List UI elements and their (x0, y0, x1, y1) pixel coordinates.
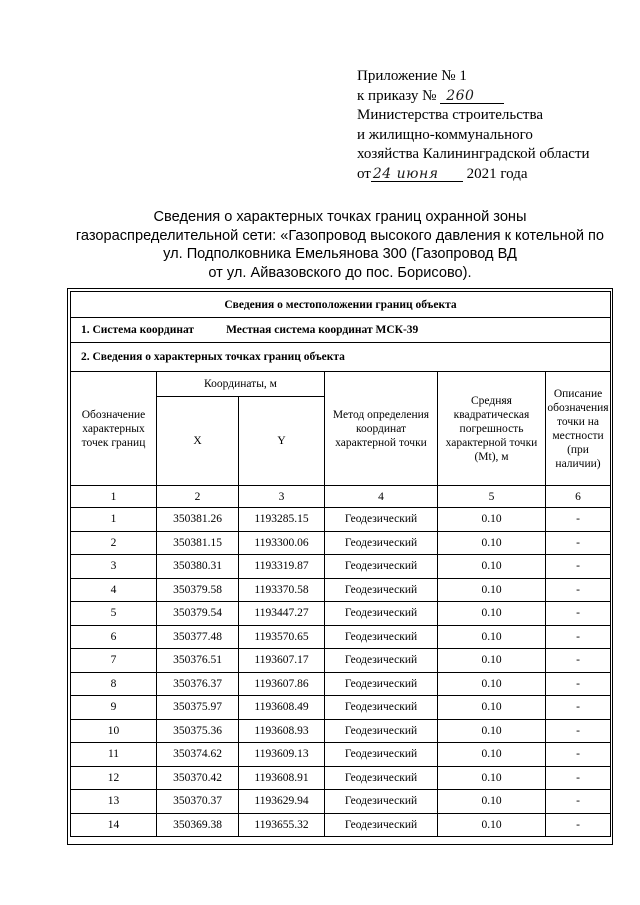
cell-y: 1193608.93 (239, 719, 325, 743)
order-number-handwritten: 260 (446, 87, 475, 104)
cell-desc: - (546, 649, 611, 673)
cell-x: 350376.51 (157, 649, 239, 673)
cell-error: 0.10 (438, 531, 546, 555)
cell-error: 0.10 (438, 743, 546, 767)
cell-method: Геодезический (325, 555, 438, 579)
cell-y: 1193319.87 (239, 555, 325, 579)
table-row (71, 696, 611, 720)
cell-y: 1193608.49 (239, 696, 325, 720)
cell-point: 8 (71, 672, 157, 696)
title-line-4: от ул. Айвазовского до пос. Борисово). (208, 264, 472, 281)
table-row (71, 508, 611, 532)
location-section-header: Сведения о местоположении границ объекта (71, 292, 611, 318)
col-header-y: Y (239, 397, 325, 486)
cell-point: 11 (71, 743, 157, 767)
points-section-header: 2. Сведения о характерных точках границ объекта (71, 343, 611, 372)
cell-x: 350376.37 (157, 672, 239, 696)
cell-desc: - (546, 531, 611, 555)
cell-method: Геодезический (325, 813, 438, 837)
cell-point: 1 (71, 508, 157, 532)
cell-error: 0.10 (438, 508, 546, 532)
date-underline (371, 167, 463, 182)
cell-x: 350380.31 (157, 555, 239, 579)
cell-x: 350369.38 (157, 813, 239, 837)
table-row (71, 672, 611, 696)
table-row (71, 813, 611, 837)
table-row (71, 743, 611, 767)
cell-x: 350370.37 (157, 790, 239, 814)
cell-error: 0.10 (438, 672, 546, 696)
cell-method: Геодезический (325, 578, 438, 602)
col-header-description: Описание обозначения точки на местности (при наличии) (546, 372, 611, 486)
cell-x: 350377.48 (157, 625, 239, 649)
title-line-3: ул. Подполковника Емельянова 300 (Газопровод ВД (163, 246, 517, 262)
cell-x: 350381.15 (157, 531, 239, 555)
cell-desc: - (546, 578, 611, 602)
title-line-1: Сведения о характерных точках границ охранной зоны (153, 209, 527, 225)
table-row (71, 555, 611, 579)
cell-y: 1193629.94 (239, 790, 325, 814)
cell-method: Геодезический (325, 672, 438, 696)
cell-point: 7 (71, 649, 157, 673)
cell-method: Геодезический (325, 649, 438, 673)
cell-x: 350379.58 (157, 578, 239, 602)
cell-desc: - (546, 719, 611, 743)
column-number-cell: 5 (438, 486, 546, 508)
cell-y: 1193609.13 (239, 743, 325, 767)
col-header-x: X (157, 397, 239, 486)
column-number-cell: 3 (239, 486, 325, 508)
cell-method: Геодезический (325, 696, 438, 720)
table-row (71, 625, 611, 649)
cell-error: 0.10 (438, 625, 546, 649)
cell-desc: - (546, 508, 611, 532)
order-number-underline (440, 89, 504, 104)
cell-desc: - (546, 766, 611, 790)
title-line-2: газораспределительной сети: «Газопровод высокого давления к котельной по (75, 227, 605, 244)
cell-method: Геодезический (325, 766, 438, 790)
cell-error: 0.10 (438, 790, 546, 814)
cell-y: 1193285.15 (239, 508, 325, 532)
cell-desc: - (546, 555, 611, 579)
column-number-row (71, 486, 611, 508)
document-title (70, 208, 610, 282)
cell-y: 1193300.06 (239, 531, 325, 555)
order-reference (357, 87, 590, 107)
cell-x: 350374.62 (157, 743, 239, 767)
date-handwritten: 24 июня (372, 165, 439, 182)
cell-error: 0.10 (438, 813, 546, 837)
order-prefix: к приказу № (357, 87, 437, 104)
col-header-point: Обозначение характерных точек границ (71, 372, 157, 486)
cell-error: 0.10 (438, 696, 546, 720)
coordinate-system-label: 1. Система координат (81, 324, 195, 336)
col-header-error: Средняя квадратическая погрешность характерной точки (Mt), м (438, 372, 546, 486)
cell-method: Геодезический (325, 508, 438, 532)
cell-y: 1193607.86 (239, 672, 325, 696)
cell-desc: - (546, 672, 611, 696)
cell-point: 12 (71, 766, 157, 790)
cell-error: 0.10 (438, 555, 546, 579)
cell-x: 350381.26 (157, 508, 239, 532)
column-number-cell: 6 (546, 486, 611, 508)
cell-method: Геодезический (325, 719, 438, 743)
table-row (71, 766, 611, 790)
cell-error: 0.10 (438, 578, 546, 602)
column-number-cell: 4 (325, 486, 438, 508)
cell-method: Геодезический (325, 602, 438, 626)
cell-method: Геодезический (325, 531, 438, 555)
cell-y: 1193447.27 (239, 602, 325, 626)
boundary-points-table (70, 291, 611, 837)
cell-desc: - (546, 790, 611, 814)
cell-x: 350370.42 (157, 766, 239, 790)
order-date (357, 165, 590, 185)
cell-point: 5 (71, 602, 157, 626)
cell-error: 0.10 (438, 766, 546, 790)
cell-method: Геодезический (325, 743, 438, 767)
cell-method: Геодезический (325, 790, 438, 814)
cell-point: 3 (71, 555, 157, 579)
table-row (71, 649, 611, 673)
cell-error: 0.10 (438, 649, 546, 673)
col-header-coordinates: Координаты, м (157, 372, 325, 397)
cell-point: 2 (71, 531, 157, 555)
cell-point: 14 (71, 813, 157, 837)
cell-y: 1193608.91 (239, 766, 325, 790)
cell-desc: - (546, 813, 611, 837)
table-row (71, 531, 611, 555)
cell-error: 0.10 (438, 602, 546, 626)
cell-point: 6 (71, 625, 157, 649)
cell-error: 0.10 (438, 719, 546, 743)
ministry-line-3: хозяйства Калининградской области (357, 146, 590, 162)
col-header-method: Метод определения координат характерной точки (325, 372, 438, 486)
table-row (71, 602, 611, 626)
cell-y: 1193607.17 (239, 649, 325, 673)
cell-x: 350375.97 (157, 696, 239, 720)
cell-y: 1193370.58 (239, 578, 325, 602)
cell-y: 1193655.32 (239, 813, 325, 837)
table-row (71, 790, 611, 814)
column-number-cell: 1 (71, 486, 157, 508)
ministry-line-1: Министерства строительства (357, 107, 544, 123)
cell-desc: - (546, 696, 611, 720)
cell-desc: - (546, 625, 611, 649)
cell-x: 350375.36 (157, 719, 239, 743)
cell-point: 10 (71, 719, 157, 743)
table-row (71, 719, 611, 743)
coordinate-system-row (71, 318, 611, 343)
table-row (71, 578, 611, 602)
column-number-cell: 2 (157, 486, 239, 508)
date-prefix: от (357, 165, 371, 182)
appendix-number: Приложение № 1 (357, 68, 467, 84)
cell-method: Геодезический (325, 625, 438, 649)
cell-point: 4 (71, 578, 157, 602)
date-year: 2021 года (466, 165, 528, 182)
ministry-line-2: и жилищно-коммунального (357, 126, 533, 143)
cell-point: 9 (71, 696, 157, 720)
coordinate-system-value: Местная система координат МСК-39 (226, 324, 419, 336)
cell-desc: - (546, 743, 611, 767)
cell-y: 1193570.65 (239, 625, 325, 649)
cell-desc: - (546, 602, 611, 626)
cell-point: 13 (71, 790, 157, 814)
appendix-header (357, 67, 590, 184)
cell-x: 350379.54 (157, 602, 239, 626)
